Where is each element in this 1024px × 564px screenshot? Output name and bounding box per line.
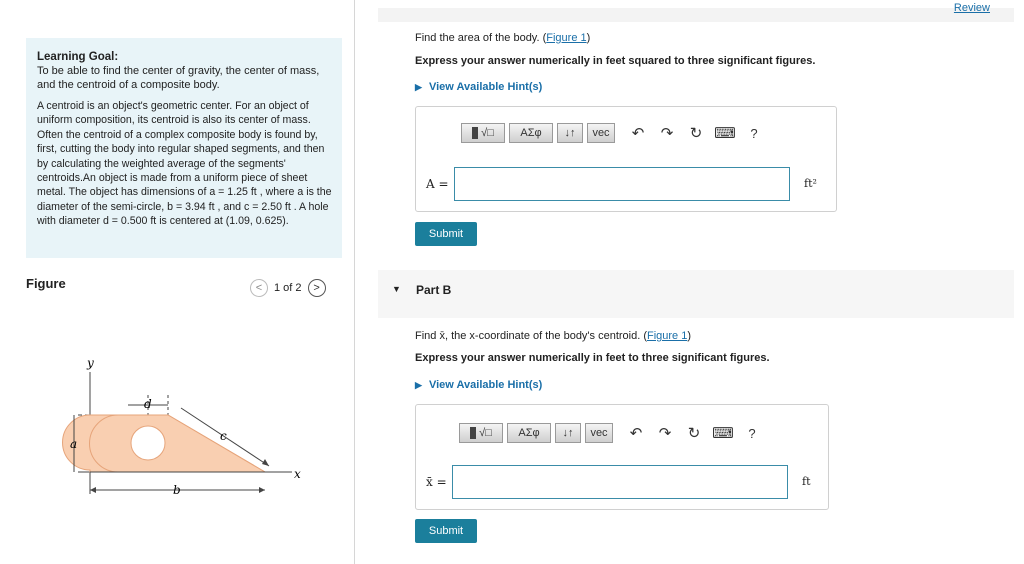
panel-divider — [354, 0, 355, 564]
undo-icon[interactable]: ↶ — [629, 425, 643, 442]
figure-link-b[interactable]: Figure 1 — [647, 330, 688, 342]
sqrt-icon: √□ — [479, 427, 492, 439]
part-a-question: Find the area of the body. (Figure 1) — [415, 32, 591, 44]
prev-figure-button[interactable]: < — [250, 279, 268, 297]
subscript-button[interactable]: ↓↑ — [555, 423, 581, 443]
redo-icon[interactable]: ↷ — [660, 125, 674, 142]
y-axis-label: y — [87, 356, 94, 370]
part-a-unit: ft² — [804, 177, 817, 190]
redo-icon[interactable]: ↷ — [658, 425, 672, 442]
keyboard-icon[interactable]: ⌨ — [714, 125, 736, 142]
part-a-input-label: A = — [426, 177, 449, 191]
help-button[interactable]: ? — [750, 125, 758, 141]
templates-icon — [472, 127, 478, 139]
templates-button[interactable] — [461, 123, 505, 143]
caret-right-icon: ▶ — [415, 380, 422, 390]
part-a-answer-box — [415, 106, 837, 212]
x-axis-label: x — [294, 467, 301, 481]
dimension-a-label: a — [70, 437, 78, 451]
top-bar — [378, 2, 1014, 22]
learning-goal-box — [26, 38, 342, 258]
part-b-instruction: Express your answer numerically in feet to three significant figures. — [415, 352, 770, 364]
reset-icon[interactable]: ↻ — [689, 125, 703, 142]
dimension-b-label: b — [173, 483, 181, 497]
learning-goal-title: Learning Goal: — [37, 51, 119, 63]
part-b-answer-box — [415, 404, 829, 510]
dimension-d-label: d — [144, 397, 152, 411]
part-b-question: Find x̄, the x-coordinate of the body's centroid. (Figure 1) — [415, 330, 692, 342]
part-b-hint-toggle[interactable]: ▶ View Available Hint(s) — [415, 379, 543, 391]
part-a-instruction: Express your answer numerically in feet squared to three significant figures. — [415, 55, 816, 67]
learning-goal-text: To be able to find the center of gravity, the center of mass, and the centroid of a composite body. — [37, 65, 320, 91]
part-b-header[interactable] — [378, 270, 1014, 318]
templates-button[interactable] — [459, 423, 503, 443]
part-b-toolbar — [459, 423, 762, 443]
figure-label: Figure — [26, 276, 66, 291]
part-a-answer-input[interactable] — [454, 167, 790, 201]
part-b-unit: ft — [802, 475, 811, 488]
caret-down-icon: ▼ — [392, 284, 401, 294]
figure-link[interactable]: Figure 1 — [546, 32, 587, 44]
vec-button[interactable]: vec — [585, 423, 613, 443]
greek-button[interactable]: ΑΣφ — [507, 423, 551, 443]
keyboard-icon[interactable]: ⌨ — [712, 425, 734, 442]
pager-text: 1 of 2 — [274, 282, 302, 294]
undo-icon[interactable]: ↶ — [631, 125, 645, 142]
greek-button[interactable]: ΑΣφ — [509, 123, 553, 143]
templates-icon — [470, 427, 476, 439]
part-b-submit-button[interactable]: Submit — [415, 519, 477, 543]
part-a-toolbar — [461, 123, 764, 143]
reset-icon[interactable]: ↻ — [687, 425, 701, 442]
next-figure-button[interactable]: > — [308, 279, 326, 297]
problem-statement: A centroid is an object's geometric center. For an object of uniform composition, its centroid is also its center of mass. Often the centroid of a complex composite body is found by, first, cutting the body into regular shaped segments, and then by calculating the weighted average of the segments' centroids.An object is made from a uniform piece of sheet metal. The object has dimensions of a = 1.25 ft , where a is the diameter of the semi-circle, b = 3.94 ft , and c = 2.50 ft . A hole with diameter d = 0.500 ft is centered at (1.09, 0.625). — [37, 100, 332, 228]
dimension-c-label: c — [220, 429, 227, 443]
part-b-title: Part B — [416, 283, 452, 297]
part-a-hint-toggle[interactable]: ▶ View Available Hint(s) — [415, 81, 543, 93]
hole-circle — [131, 426, 165, 460]
part-a-submit-button[interactable]: Submit — [415, 222, 477, 246]
vec-button[interactable]: vec — [587, 123, 615, 143]
review-link[interactable]: Review — [953, 2, 990, 14]
help-button[interactable]: ? — [748, 425, 756, 441]
subscript-button[interactable]: ↓↑ — [557, 123, 583, 143]
part-b-input-label: x̄ = — [426, 475, 447, 489]
part-b-answer-input[interactable] — [452, 465, 788, 499]
figure-pager — [250, 279, 326, 297]
sqrt-icon: √□ — [481, 127, 494, 139]
caret-right-icon: ▶ — [415, 82, 422, 92]
composite-body-diagram — [60, 352, 320, 502]
